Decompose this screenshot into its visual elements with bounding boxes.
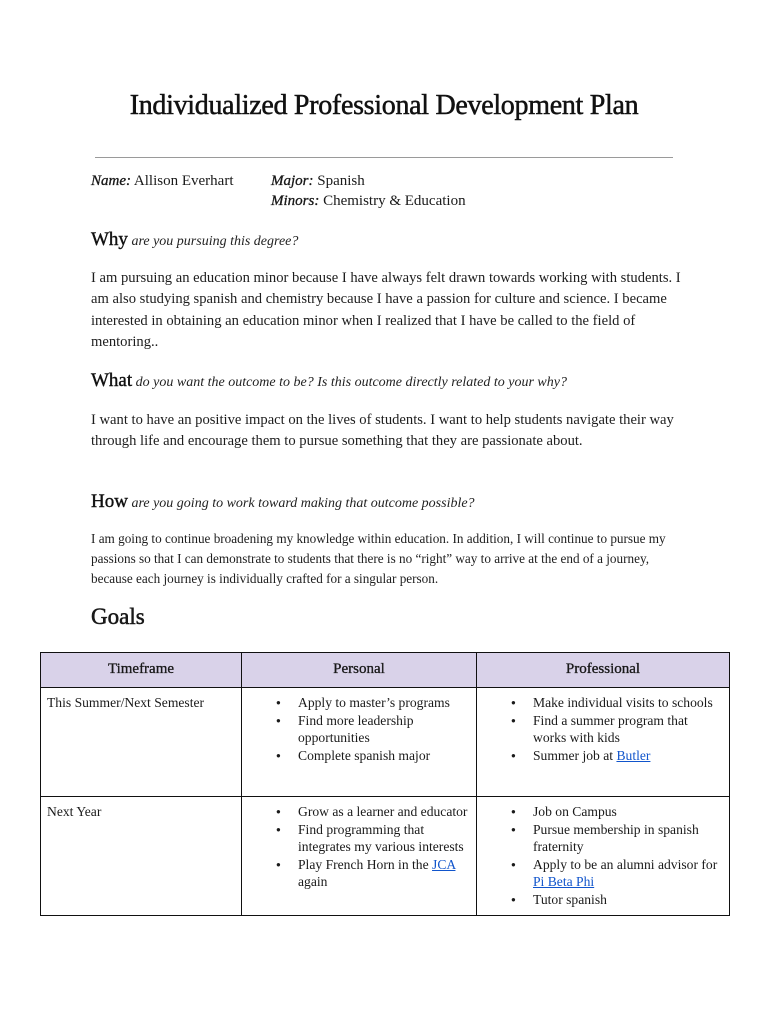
why-answer: I am pursuing an education minor because I have always felt drawn towards working with students. I am also studying spanish and chemistry because I have a passion for culture and science. I became interested in obtaining an education minor when I realized that I have be called to the field of mentoring..	[91, 270, 681, 350]
list-item: ● Find more leadership opportunities	[298, 712, 470, 747]
column-header-personal: Personal	[242, 653, 477, 688]
list-item: ● Grow as a learner and educator	[298, 803, 470, 821]
list-item	[533, 856, 723, 891]
document-title: Individualized Professional Development Plan	[129, 90, 639, 121]
table-row	[41, 688, 730, 797]
list-item: ● Complete spanish major	[298, 747, 470, 765]
butler-link[interactable]: Butler	[616, 747, 651, 763]
personal-goals-list	[248, 803, 470, 891]
what-question: do you want the outcome to be? Is this outcome directly related to your why?	[132, 375, 567, 390]
personal-cell	[242, 797, 477, 916]
what-answer: I want to have an positive impact on the lives of students. I want to help students navigate their way through life and encourage them to pursue something that they are passionate about.	[91, 412, 674, 450]
how-question: are you going to work toward making that outcome possible?	[127, 496, 475, 511]
column-header-timeframe: Timeframe	[41, 653, 242, 688]
list-item: ● Find programming that integrates my various interests	[298, 821, 470, 856]
professional-goals-list	[483, 803, 723, 909]
how-answer: I am going to continue broadening my knowledge within education. In addition, I will continue to pursue my passions so that I can demonstrate to students that there is no “right” way to arrive at the end of a journey, because each journey is individually crafted for a singular person.	[91, 531, 666, 586]
timeframe-cell: Next Year	[41, 797, 242, 916]
minors-value: Chemistry & Education	[319, 193, 466, 209]
list-item: ● Job on Campus	[533, 803, 723, 821]
why-key: Why	[91, 229, 128, 250]
minors-line	[271, 191, 466, 211]
professional-goals-list	[483, 694, 723, 764]
list-item	[298, 856, 470, 891]
list-item: ● Make individual visits to schools	[533, 694, 723, 712]
list-item-text-after: again	[298, 874, 328, 890]
what-key: What	[91, 370, 133, 391]
timeframe-cell: This Summer/Next Semester	[41, 688, 242, 797]
name-line	[91, 171, 233, 191]
goals-header-row	[41, 653, 730, 688]
what-heading	[91, 370, 567, 392]
list-item-text: Summer job at	[533, 747, 617, 763]
name-value: Allison Everhart	[131, 173, 234, 189]
name-label: Name:	[91, 173, 131, 189]
list-item: ● Find a summer program that works with kids	[533, 712, 723, 747]
goals-heading: Goals	[91, 604, 145, 629]
how-key: How	[91, 491, 128, 512]
goals-table	[40, 652, 730, 916]
major-label: Major:	[271, 173, 314, 189]
list-item	[533, 747, 723, 765]
list-item: ● Apply to master’s programs	[298, 694, 470, 712]
list-item: ● Pursue membership in spanish fraternity	[533, 821, 723, 856]
list-item-text: Play French Horn in the	[298, 856, 433, 872]
list-item-text: Apply to be an alumni advisor for	[533, 856, 718, 872]
why-heading	[91, 229, 298, 251]
column-header-professional: Professional	[477, 653, 730, 688]
jca-link[interactable]: JCA	[432, 856, 456, 872]
pi-beta-phi-link[interactable]: Pi Beta Phi	[533, 874, 595, 890]
minors-label: Minors:	[271, 193, 320, 209]
list-item: ● Tutor spanish	[533, 891, 723, 909]
major-value: Spanish	[313, 173, 365, 189]
personal-cell	[242, 688, 477, 797]
personal-goals-list	[248, 694, 470, 764]
major-line	[271, 171, 365, 191]
professional-cell	[477, 797, 730, 916]
how-heading	[91, 491, 475, 513]
table-row	[41, 797, 730, 916]
title-divider	[95, 157, 673, 158]
professional-cell	[477, 688, 730, 797]
why-question: are you pursuing this degree?	[127, 234, 299, 249]
